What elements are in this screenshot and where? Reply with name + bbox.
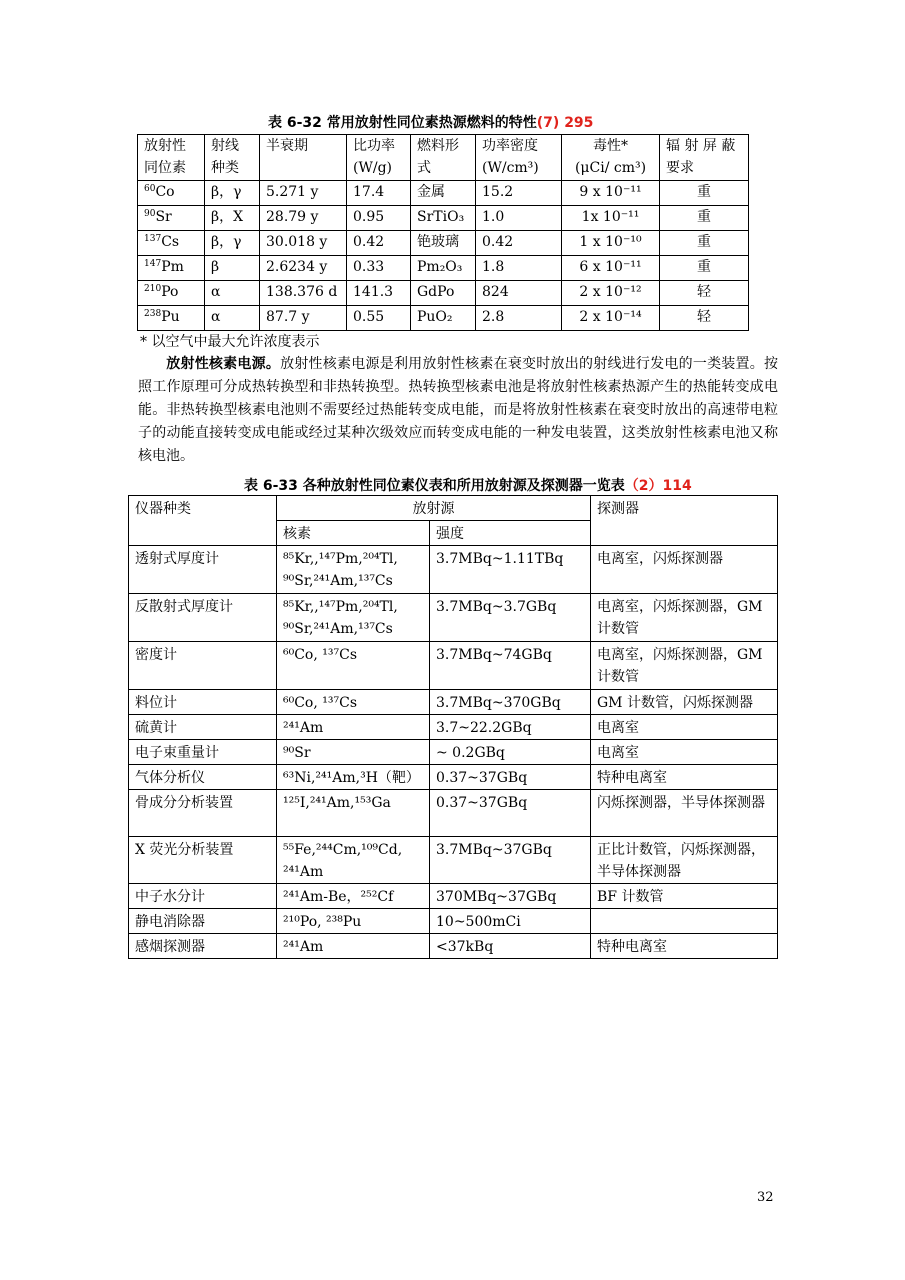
table1-header-row [138, 135, 749, 181]
table1-header-cell: 比功率 (W/g) [347, 135, 411, 181]
table2-row [129, 934, 778, 959]
instrument-cell: X 荧光分析装置 [129, 837, 277, 884]
power-density-cell: 1.8 [476, 256, 562, 281]
toxicity-cell: 9 x 10⁻¹¹ [562, 181, 660, 206]
table1-header-cell: 毒性* (μCi/ cm³) [562, 135, 660, 181]
detector-cell: 特种电离室 [591, 765, 778, 790]
strength-cell: 10~500mCi [430, 909, 591, 934]
table1-caption-text: 表 6-32 常用放射性同位素热源燃料的特性 [268, 115, 537, 131]
half-life-cell: 28.79 y [260, 206, 347, 231]
instrument-cell: 料位计 [129, 690, 277, 715]
isotope-mass-number: 238 [144, 309, 162, 319]
shielding-cell: 轻 [660, 306, 749, 331]
nuclide-cell: ¹²⁵I,²⁴¹Am,¹⁵³Ga [277, 790, 430, 837]
table2-header-source: 放射源 [277, 496, 591, 521]
specific-power-cell: 141.3 [347, 281, 411, 306]
instrument-cell: 气体分析仪 [129, 765, 277, 790]
ray-type-cell: α [205, 281, 260, 306]
table2-caption-text: 表 6-33 各种放射性同位素仪表和所用放射源及探测器一览表 [244, 478, 625, 494]
nuclide-cell: ⁸⁵Kr,,¹⁴⁷Pm,²⁰⁴Tl, ⁹⁰Sr,²⁴¹Am,¹³⁷Cs [277, 594, 430, 642]
isotope-mass-number: 60 [144, 184, 156, 194]
table2-caption-ref: （2）114 [624, 478, 692, 494]
toxicity-cell: 2 x 10⁻¹² [562, 281, 660, 306]
table2-row [129, 546, 778, 594]
ray-type-cell: β [205, 256, 260, 281]
isotope-cell [138, 306, 205, 331]
half-life-cell: 87.7 y [260, 306, 347, 331]
table2-row [129, 837, 778, 884]
isotope-symbol: Pm [161, 259, 184, 275]
nuclide-cell: ⁵⁵Fe,²⁴⁴Cm,¹⁰⁹Cd, ²⁴¹Am [277, 837, 430, 884]
table1-row [138, 206, 749, 231]
specific-power-cell: 17.4 [347, 181, 411, 206]
isotope-cell [138, 256, 205, 281]
power-density-cell: 824 [476, 281, 562, 306]
table2-row [129, 740, 778, 765]
nuclide-cell: ²⁴¹Am [277, 934, 430, 959]
fuel-form-cell: GdPo [411, 281, 476, 306]
detector-cell: 电离室 [591, 715, 778, 740]
table2-row [129, 594, 778, 642]
instrument-cell: 电子束重量计 [129, 740, 277, 765]
table1-row [138, 256, 749, 281]
power-density-cell: 0.42 [476, 231, 562, 256]
nuclide-cell: ⁶⁰Co, ¹³⁷Cs [277, 642, 430, 690]
table2-row [129, 790, 778, 837]
detector-cell: 特种电离室 [591, 934, 778, 959]
strength-cell: 3.7~22.2GBq [430, 715, 591, 740]
detector-cell: GM 计数管，闪烁探测器 [591, 690, 778, 715]
toxicity-cell: 1 x 10⁻¹⁰ [562, 231, 660, 256]
table1-header-cell: 半衰期 [260, 135, 347, 181]
half-life-cell: 138.376 d [260, 281, 347, 306]
isotope-cell [138, 231, 205, 256]
fuel-form-cell: PuO₂ [411, 306, 476, 331]
table2-row [129, 690, 778, 715]
instrument-cell: 密度计 [129, 642, 277, 690]
table1-caption [268, 112, 593, 132]
table1-row [138, 231, 749, 256]
table2-row [129, 642, 778, 690]
isotope-symbol: Sr [155, 209, 172, 225]
paragraph-body: 放射性核素电源是利用放射性核素在衰变时放出的射线进行发电的一类装置。按照工作原理可分成热转换型和非热转换型。热转换型核素电池是将放射性核素热源产生的热能转变成电能。非热转换型核素电池则不需要经过热能转变成电能，而是将放射性核素在衰变时放出的高速带电粒子的动能直接转变成电能或经过某种次级效应而转变成电能的一种发电装置，这类放射性核素电池又称核电池。 [138, 356, 778, 464]
instrument-cell: 骨成分分析装置 [129, 790, 277, 837]
strength-cell: 3.7MBq~74GBq [430, 642, 591, 690]
isotope-mass-number: 147 [144, 259, 162, 269]
instrument-cell: 静电消除器 [129, 909, 277, 934]
isotope-instrument-table [128, 495, 778, 959]
isotope-mass-number: 137 [144, 234, 162, 244]
table1-row [138, 181, 749, 206]
fuel-form-cell: Pm₂O₃ [411, 256, 476, 281]
isotope-heat-source-table [137, 134, 749, 331]
ray-type-cell: β，γ [205, 231, 260, 256]
ray-type-cell: β，X [205, 206, 260, 231]
table2-header-row [129, 496, 778, 521]
shielding-cell: 重 [660, 256, 749, 281]
nuclide-cell: ⁶⁰Co, ¹³⁷Cs [277, 690, 430, 715]
power-density-cell: 15.2 [476, 181, 562, 206]
instrument-cell: 反散射式厚度计 [129, 594, 277, 642]
fuel-form-cell: 铯玻璃 [411, 231, 476, 256]
isotope-cell [138, 281, 205, 306]
fuel-form-cell: SrTiO₃ [411, 206, 476, 231]
instrument-cell: 透射式厚度计 [129, 546, 277, 594]
table2-row [129, 884, 778, 909]
isotope-mass-number: 210 [144, 284, 162, 294]
detector-cell: 电离室 [591, 740, 778, 765]
table1-header-cell: 功率密度 (W/cm³) [476, 135, 562, 181]
nuclide-cell: ²⁴¹Am-Be，²⁵²Cf [277, 884, 430, 909]
half-life-cell: 2.6234 y [260, 256, 347, 281]
detector-cell [591, 909, 778, 934]
isotope-symbol: Pu [161, 309, 180, 325]
power-density-cell: 1.0 [476, 206, 562, 231]
table1-header-cell: 放射性 同位素 [138, 135, 205, 181]
detector-cell: 电离室，闪烁探测器，GM 计数管 [591, 594, 778, 642]
table1-caption-ref: (7) 295 [536, 115, 594, 131]
shielding-cell: 轻 [660, 281, 749, 306]
strength-cell: 3.7MBq~1.11TBq [430, 546, 591, 594]
table2-header-detector: 探测器 [591, 496, 778, 546]
instrument-cell: 硫黄计 [129, 715, 277, 740]
shielding-cell: 重 [660, 181, 749, 206]
power-density-cell: 2.8 [476, 306, 562, 331]
table2-header-instrument: 仪器种类 [129, 496, 277, 546]
paragraph-lead: 放射性核素电源。 [166, 356, 281, 372]
specific-power-cell: 0.95 [347, 206, 411, 231]
strength-cell: ~ 0.2GBq [430, 740, 591, 765]
half-life-cell: 30.018 y [260, 231, 347, 256]
nuclide-cell: ²⁴¹Am [277, 715, 430, 740]
page-number: 32 [757, 1190, 774, 1205]
nuclide-cell: ⁶³Ni,²⁴¹Am,³H（靶） [277, 765, 430, 790]
table2-header-nuclide: 核素 [277, 521, 430, 546]
table2-header-strength: 强度 [430, 521, 591, 546]
table1-header-cell: 射线 种类 [205, 135, 260, 181]
nuclide-cell: ⁸⁵Kr,,¹⁴⁷Pm,²⁰⁴Tl, ⁹⁰Sr,²⁴¹Am,¹³⁷Cs [277, 546, 430, 594]
detector-cell: 正比计数管，闪烁探测器，半导体探测器 [591, 837, 778, 884]
isotope-symbol: Po [161, 284, 179, 300]
isotope-cell [138, 181, 205, 206]
shielding-cell: 重 [660, 231, 749, 256]
ray-type-cell: β，γ [205, 181, 260, 206]
isotope-symbol: Co [155, 184, 175, 200]
isotope-mass-number: 90 [144, 209, 156, 219]
specific-power-cell: 0.42 [347, 231, 411, 256]
strength-cell: <37kBq [430, 934, 591, 959]
body-paragraph [138, 353, 778, 468]
detector-cell: BF 计数管 [591, 884, 778, 909]
isotope-symbol: Cs [161, 234, 180, 250]
table1-header-cell: 辐 射 屏 蔽 要求 [660, 135, 749, 181]
shielding-cell: 重 [660, 206, 749, 231]
toxicity-cell: 6 x 10⁻¹¹ [562, 256, 660, 281]
ray-type-cell: α [205, 306, 260, 331]
table2-caption [244, 475, 692, 495]
table1-row [138, 306, 749, 331]
isotope-cell [138, 206, 205, 231]
table1-row [138, 281, 749, 306]
fuel-form-cell: 金属 [411, 181, 476, 206]
nuclide-cell: ²¹⁰Po, ²³⁸Pu [277, 909, 430, 934]
strength-cell: 3.7MBq~370GBq [430, 690, 591, 715]
table2-row [129, 715, 778, 740]
instrument-cell: 感烟探测器 [129, 934, 277, 959]
table1-footnote: * 以空气中最大允许浓度表示 [140, 334, 320, 350]
detector-cell: 电离室，闪烁探测器，GM 计数管 [591, 642, 778, 690]
toxicity-cell: 1x 10⁻¹¹ [562, 206, 660, 231]
half-life-cell: 5.271 y [260, 181, 347, 206]
strength-cell: 3.7MBq~37GBq [430, 837, 591, 884]
strength-cell: 0.37~37GBq [430, 790, 591, 837]
table2-row [129, 909, 778, 934]
specific-power-cell: 0.55 [347, 306, 411, 331]
detector-cell: 闪烁探测器，半导体探测器 [591, 790, 778, 837]
strength-cell: 0.37~37GBq [430, 765, 591, 790]
nuclide-cell: ⁹⁰Sr [277, 740, 430, 765]
instrument-cell: 中子水分计 [129, 884, 277, 909]
table2-row [129, 765, 778, 790]
strength-cell: 370MBq~37GBq [430, 884, 591, 909]
toxicity-cell: 2 x 10⁻¹⁴ [562, 306, 660, 331]
detector-cell: 电离室，闪烁探测器 [591, 546, 778, 594]
strength-cell: 3.7MBq~3.7GBq [430, 594, 591, 642]
specific-power-cell: 0.33 [347, 256, 411, 281]
table1-header-cell: 燃料形 式 [411, 135, 476, 181]
